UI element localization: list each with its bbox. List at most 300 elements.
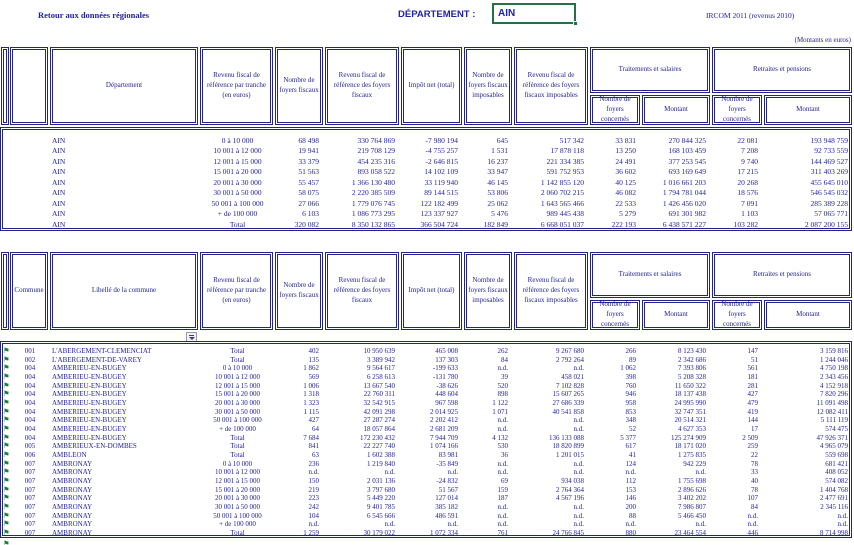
- cell-impot: 2 681 209: [430, 425, 458, 434]
- cell-nb-foyers: 219: [308, 485, 319, 494]
- header-rfr-foyers: Revenu fiscal de référence des foyers fiscaux: [325, 252, 399, 330]
- cell-impot: 967 598: [435, 399, 458, 408]
- cell-rp-montant: 2 345 116: [820, 503, 848, 512]
- cell-ts-montant: 4 627 353: [678, 425, 706, 434]
- cell-rp-foyers: 419: [747, 407, 758, 416]
- cell-nb-imposables: 25 062: [487, 198, 508, 208]
- cell-nb-foyers: 27 066: [298, 198, 319, 208]
- table1-header: [0, 47, 854, 125]
- cell-rfr-imposables: n.d.: [573, 511, 584, 520]
- flag-icon: ⚑: [3, 476, 10, 486]
- cell-commune-name: AMBERIEU-EN-BUGEY: [52, 433, 127, 442]
- cell-rp-montant: 4 750 198: [820, 364, 848, 373]
- cell-rp-montant: 546 545 032: [810, 188, 848, 198]
- cell-ts-foyers: 36 602: [615, 167, 636, 177]
- cell-rp-foyers: 22 081: [737, 136, 758, 145]
- cell-nb-imposables: 530: [497, 442, 508, 451]
- cell-nb-imposables: 36: [501, 451, 508, 460]
- cell-rfr-foyers: 5 449 220: [367, 494, 395, 503]
- cell-ts-foyers: 41: [629, 451, 636, 460]
- cell-rfr-foyers: 27 287 274: [363, 416, 395, 425]
- cell-rp-foyers: 78: [751, 485, 758, 494]
- cell-rp-foyers: 7 208: [741, 146, 758, 156]
- header-ts-montant: Montant: [642, 95, 710, 125]
- cell-impot: 385 182: [435, 503, 458, 512]
- cell-ts-foyers: 617: [625, 442, 636, 451]
- cell-rp-foyers: 20 268: [737, 177, 758, 187]
- cell-impot: 89 144 515: [424, 188, 458, 198]
- cell-rp-foyers: 561: [747, 364, 758, 373]
- cell-nb-imposables: 645: [496, 136, 508, 145]
- cell-commune-name: AMBRONAY: [52, 511, 93, 520]
- cell-tranche: 15 001 à 20 000: [214, 485, 261, 494]
- header-edge-cell: [1, 252, 9, 330]
- cell-ts-foyers: 24 491: [615, 156, 636, 166]
- cell-rfr-imposables: 458 021: [561, 373, 584, 382]
- cell-rp-montant: 11 091 498: [816, 399, 848, 408]
- cell-departement: AIN: [52, 198, 66, 208]
- cell-ts-montant: 168 103 459: [668, 146, 706, 156]
- cell-commune-code: 007: [24, 503, 36, 512]
- table-row: [1, 382, 851, 391]
- table-row: [1, 178, 851, 188]
- cell-rp-foyers: 22: [751, 451, 758, 460]
- cell-commune-code: 006: [24, 451, 36, 460]
- cell-ts-montant: 1 794 781 044: [662, 188, 706, 198]
- header-departement: Département: [50, 47, 198, 125]
- cell-rp-foyers: 17: [751, 425, 758, 434]
- cell-rfr-foyers: 172 230 432: [360, 433, 395, 442]
- table-row: [1, 167, 851, 177]
- cell-rp-foyers: n.d.: [747, 520, 758, 529]
- cell-impot: 1 072 334: [430, 529, 458, 538]
- cell-nb-foyers: 223: [308, 494, 319, 503]
- cell-rp-montant: 2 087 200 155: [804, 219, 848, 229]
- cell-rfr-imposables: 989 445 438: [546, 209, 584, 219]
- cell-rp-foyers: 7 091: [741, 198, 758, 208]
- cell-rfr-foyers: 330 764 869: [357, 136, 395, 145]
- cell-nb-imposables: 182 849: [483, 219, 508, 229]
- table-row: [1, 468, 851, 477]
- table-row: [1, 364, 851, 373]
- cell-rfr-foyers: 22 760 311: [363, 390, 395, 399]
- flag-icon: ⚑: [3, 354, 10, 364]
- cell-nb-imposables: 262: [497, 347, 508, 355]
- flag-icon: ⚑: [3, 502, 10, 512]
- cell-ts-foyers: 5 279: [619, 209, 636, 219]
- cell-nb-imposables: 761: [497, 529, 508, 538]
- cell-tranche: 0 à 10 000: [222, 364, 253, 373]
- cell-rfr-foyers: 3 797 680: [367, 485, 395, 494]
- cell-nb-foyers: 55 457: [298, 177, 319, 187]
- cell-rp-foyers: 40: [751, 477, 758, 486]
- cell-tranche: 12 001 à 15 000: [213, 156, 262, 166]
- cell-impot: 448 604: [435, 390, 458, 399]
- cell-ts-montant: 24 995 990: [674, 399, 706, 408]
- cell-ts-foyers: 112: [625, 477, 636, 486]
- table-row: [1, 486, 851, 495]
- cell-commune-code: 004: [24, 399, 36, 408]
- cell-ts-montant: 3 402 202: [678, 494, 706, 503]
- cell-rp-foyers: 17 215: [737, 167, 758, 177]
- cell-ts-foyers: 266: [625, 347, 636, 355]
- flag-icon: ⚑: [3, 467, 10, 477]
- table-row: [1, 520, 851, 529]
- cell-rfr-foyers: 22 227 740: [363, 442, 395, 451]
- cell-rfr-imposables: 591 752 953: [546, 167, 584, 177]
- cell-tranche: 10 001 à 12 000: [214, 373, 261, 382]
- cell-rfr-imposables: n.d.: [573, 468, 584, 477]
- header-traitements-group: Traitements et salaires: [590, 252, 710, 298]
- cell-ts-foyers: 958: [625, 399, 636, 408]
- cell-impot: 465 008: [435, 347, 458, 355]
- cell-commune-code: 007: [24, 459, 36, 468]
- header-rp-montant: Montant: [764, 95, 852, 125]
- flag-icon: ⚑: [3, 510, 10, 520]
- cell-rp-montant: 285 389 228: [810, 198, 848, 208]
- cell-departement: AIN: [52, 146, 66, 156]
- cell-ts-foyers: 760: [625, 381, 636, 390]
- header-empty-cell: [10, 47, 48, 125]
- cell-nb-imposables: n.d.: [497, 520, 508, 529]
- cell-rp-foyers: 1 103: [741, 209, 758, 219]
- flag-icon: ⚑: [3, 519, 10, 529]
- cell-ts-foyers: 946: [625, 390, 636, 399]
- cell-commune-name: AMBERIEU-EN-BUGEY: [52, 399, 127, 408]
- cell-commune-name: AMBERIEU-EN-BUGEY: [52, 390, 127, 399]
- cell-rfr-foyers: 1 602 388: [367, 451, 395, 460]
- cell-nb-foyers: 104: [308, 511, 319, 520]
- cell-rp-montant: 7 820 296: [820, 390, 848, 399]
- cell-rfr-foyers: 2 031 136: [367, 477, 395, 486]
- header-ts-montant: Montant: [642, 300, 710, 330]
- flag-icon: ⚑: [3, 346, 10, 355]
- cell-rfr-imposables: 517 342: [559, 136, 584, 145]
- cell-rfr-imposables: 15 607 265: [552, 390, 584, 399]
- cell-rfr-imposables: 7 102 828: [556, 381, 584, 390]
- cell-tranche: 30 001 à 50 000: [213, 188, 262, 198]
- cell-nb-foyers: n.d.: [308, 468, 319, 477]
- cell-rp-montant: 1 244 046: [820, 355, 848, 364]
- cell-rp-foyers: 18 576: [737, 188, 758, 198]
- cell-nb-imposables: 898: [497, 390, 508, 399]
- cell-impot: -199 633: [432, 364, 458, 373]
- cell-rp-montant: 193 948 759: [810, 136, 848, 145]
- cell-rp-foyers: 2 509: [742, 433, 758, 442]
- header-nb-foyers: Nombre de foyers fiscaux: [275, 252, 323, 330]
- cell-tranche: 50 001 à 100 000: [213, 416, 262, 425]
- cell-commune-code: 007: [24, 511, 36, 520]
- flag-icon: ⚑: [3, 380, 10, 390]
- header-retraites-group: Retraites et pensions: [712, 47, 852, 93]
- cell-rp-foyers: 427: [747, 390, 758, 399]
- cell-ts-montant: 7 393 806: [678, 364, 706, 373]
- cell-commune-code: 004: [24, 364, 36, 373]
- cell-departement: AIN: [52, 156, 66, 166]
- cell-ts-montant: 1 426 456 020: [662, 198, 706, 208]
- table2-data: [0, 341, 852, 538]
- cell-rp-foyers: 103 282: [733, 219, 758, 229]
- table-row: [1, 209, 851, 219]
- cell-rp-foyers: 51: [751, 355, 758, 364]
- cell-ts-foyers: 89: [629, 355, 636, 364]
- cell-rp-montant: 681 421: [825, 459, 848, 468]
- cell-tranche: 12 001 à 15 000: [214, 381, 261, 390]
- cell-ts-foyers: 348: [625, 416, 636, 425]
- cell-rfr-imposables: n.d.: [573, 520, 584, 529]
- cell-tranche: Total: [230, 433, 245, 442]
- cell-rfr-foyers: 1 779 076 745: [351, 198, 395, 208]
- flag-icon: ⚑: [3, 528, 10, 538]
- cell-commune-code: 004: [24, 373, 36, 382]
- cell-rfr-foyers: 13 667 540: [363, 381, 395, 390]
- cell-nb-imposables: n.d.: [497, 468, 508, 477]
- cell-commune-code: 001: [24, 347, 36, 355]
- cell-nb-foyers: 1 115: [303, 407, 319, 416]
- cell-commune-name: L'ABERGEMENT-DE-VAREY: [52, 355, 142, 364]
- cell-ts-montant: 942 229: [683, 459, 706, 468]
- cell-ts-montant: 693 169 649: [668, 167, 706, 177]
- cell-rfr-foyers: 9 564 617: [367, 364, 395, 373]
- cell-impot: 33 119 940: [424, 177, 458, 187]
- cell-ts-montant: 1 275 835: [678, 451, 706, 460]
- cell-ts-montant: n.d.: [695, 468, 706, 477]
- cell-ts-foyers: 222 193: [611, 219, 636, 229]
- cell-rp-montant: 3 159 816: [820, 347, 848, 355]
- cell-ts-montant: 1 755 698: [678, 477, 706, 486]
- cell-ts-foyers: 33 831: [615, 136, 636, 145]
- cell-rp-foyers: 259: [747, 442, 758, 451]
- cell-rfr-imposables: n.d.: [573, 425, 584, 434]
- cell-rfr-imposables: n.d.: [573, 459, 584, 468]
- flag-icon: ⚑: [3, 406, 10, 416]
- cell-commune-name: AMBERIEUX-EN-DOMBES: [52, 442, 137, 451]
- flag-icon: ⚑: [3, 372, 10, 382]
- cell-impot: 51 567: [438, 485, 458, 494]
- cell-commune-name: AMBRONAY: [52, 520, 93, 529]
- cell-commune-code: 002: [24, 355, 36, 364]
- cell-rp-foyers: 9 740: [741, 156, 758, 166]
- cell-rp-foyers: 144: [747, 416, 758, 425]
- cell-nb-imposables: 69: [501, 477, 508, 486]
- cell-rfr-foyers: n.d.: [384, 468, 395, 477]
- cell-ts-foyers: 200: [625, 503, 636, 512]
- cell-nb-imposables: 159: [497, 485, 508, 494]
- table-row: [1, 477, 851, 486]
- cell-rp-montant: 4 965 079: [820, 442, 848, 451]
- cell-ts-foyers: 124: [625, 459, 636, 468]
- cell-ts-montant: 5 466 450: [678, 511, 706, 520]
- cell-ts-montant: n.d.: [695, 520, 706, 529]
- header-edge-cell: [1, 47, 9, 125]
- edition-title: IRCOM 2011 (revenus 2010): [706, 11, 795, 20]
- cell-commune-code: 007: [24, 494, 36, 503]
- cell-rfr-imposables: n.d.: [573, 364, 584, 373]
- cell-nb-imposables: 1 531: [491, 146, 508, 156]
- cell-rp-montant: 8 714 998: [820, 529, 848, 538]
- cell-rp-montant: 2 343 456: [820, 373, 848, 382]
- cell-tranche: 20 001 à 30 000: [213, 177, 262, 187]
- table-row: [1, 157, 851, 167]
- cell-ts-foyers: 52: [629, 425, 636, 434]
- cell-impot: 123 337 927: [420, 209, 458, 219]
- cell-nb-foyers: 6 103: [302, 209, 319, 219]
- cell-tranche: + de 100 000: [219, 520, 256, 529]
- cell-nb-foyers: 1 006: [303, 381, 319, 390]
- cell-ts-foyers: 46 082: [615, 188, 636, 198]
- cell-nb-foyers: 33 379: [298, 156, 319, 166]
- table-row: [1, 408, 851, 417]
- cell-rfr-foyers: 1 366 130 480: [351, 177, 395, 187]
- cell-impot: 2 014 925: [430, 407, 458, 416]
- cell-ts-montant: 2 342 686: [678, 355, 706, 364]
- cell-nb-foyers: 68 498: [298, 136, 319, 145]
- cell-tranche: 30 001 à 50 000: [214, 407, 261, 416]
- header-commune: Commune: [10, 252, 48, 330]
- cell-nb-imposables: 53 806: [487, 188, 508, 198]
- cell-departement: AIN: [52, 188, 66, 198]
- cell-rfr-imposables: 6 668 051 037: [540, 219, 584, 229]
- cell-ts-montant: 270 844 325: [668, 136, 706, 145]
- table-row: [1, 451, 851, 460]
- table-row: [1, 494, 851, 503]
- cell-nb-imposables: 84: [501, 355, 508, 364]
- cell-ts-montant: 5 208 328: [678, 373, 706, 382]
- table-row: [1, 434, 851, 443]
- table-row: [1, 503, 851, 512]
- cell-rfr-foyers: 42 091 298: [363, 407, 395, 416]
- cell-rfr-imposables: 221 334 385: [546, 156, 584, 166]
- table-row: [1, 199, 851, 209]
- table-row: [1, 529, 851, 538]
- cell-nb-imposables: n.d.: [497, 459, 508, 468]
- cell-nb-foyers: 63: [312, 451, 319, 460]
- cell-rp-montant: n.d.: [837, 511, 848, 520]
- cell-nb-imposables: n.d.: [497, 503, 508, 512]
- flag-icon: ⚑: [3, 415, 10, 425]
- cell-rfr-imposables: 136 133 088: [549, 433, 584, 442]
- header-tranche: Revenu fiscal de référence par tranche (en euros): [200, 252, 273, 330]
- cell-commune-code: 007: [24, 468, 36, 477]
- header-nb-imposables: Nombre de foyers fiscaux imposables: [464, 252, 512, 330]
- cell-rfr-foyers: 30 179 022: [363, 529, 395, 538]
- cell-tranche: Total: [230, 529, 245, 538]
- cell-rfr-foyers: 6 545 666: [367, 511, 395, 520]
- cell-impot: -131 780: [432, 373, 458, 382]
- cell-tranche: 15 001 à 20 000: [213, 167, 262, 177]
- cell-nb-foyers: 7 684: [303, 433, 319, 442]
- cell-tranche: 20 001 à 30 000: [214, 494, 261, 503]
- cell-nb-imposables: 33 947: [487, 167, 508, 177]
- cell-nb-foyers: 51 563: [298, 167, 319, 177]
- cell-ts-montant: 7 986 807: [678, 503, 706, 512]
- cell-departement: AIN: [52, 219, 66, 229]
- cell-rfr-foyers: 32 542 915: [363, 399, 395, 408]
- cell-departement: AIN: [52, 209, 66, 219]
- cell-tranche: Total: [230, 347, 245, 355]
- header-traitements-group: Traitements et salaires: [590, 47, 710, 93]
- cell-tranche: 0 à 10 000: [222, 459, 253, 468]
- header-nb-foyers: Nombre de foyers fiscaux: [275, 47, 323, 125]
- cell-nb-imposables: 520: [497, 381, 508, 390]
- fill-handle-icon[interactable]: [573, 21, 578, 26]
- units-note: (Montants en euros): [794, 36, 851, 44]
- cell-rp-montant: 2 477 691: [820, 494, 848, 503]
- cell-commune-name: AMBRONAY: [52, 477, 93, 486]
- cell-rfr-imposables: 1 142 855 120: [540, 177, 584, 187]
- cell-nb-imposables: n.d.: [497, 416, 508, 425]
- cell-impot: 137 303: [435, 355, 458, 364]
- header-rfr-imposables: Revenu fiscal de référence des foyers fiscaux imposables: [514, 47, 588, 125]
- filter-icon: [189, 335, 194, 337]
- cell-nb-imposables: 1 122: [492, 399, 508, 408]
- table-row: [1, 347, 851, 356]
- table-row: [1, 460, 851, 469]
- cell-rfr-imposables: 2 792 264: [556, 355, 584, 364]
- departement-input[interactable]: [492, 3, 576, 24]
- cell-ts-foyers: 146: [625, 494, 636, 503]
- cell-nb-foyers: 427: [308, 416, 319, 425]
- cell-rfr-foyers: 18 057 864: [363, 425, 395, 434]
- cell-rfr-imposables: 4 567 196: [556, 494, 584, 503]
- cell-commune-name: AMBERIEU-EN-BUGEY: [52, 407, 127, 416]
- cell-rp-montant: 574 475: [825, 425, 848, 434]
- cell-rp-foyers: 479: [747, 399, 758, 408]
- cell-nb-imposables: 39: [501, 373, 508, 382]
- cell-ts-montant: 6 438 571 227: [662, 219, 706, 229]
- cell-commune-code: 007: [24, 529, 36, 538]
- flag-icon: ⚑: [3, 450, 10, 460]
- header-impot: Impôt net (total): [401, 47, 462, 125]
- cell-impot: -2 646 815: [425, 156, 458, 166]
- cell-rp-foyers: 84: [751, 503, 758, 512]
- header-tranche: Revenu fiscal de référence par tranche (en euros): [200, 47, 273, 125]
- cell-impot: 122 182 499: [420, 198, 458, 208]
- cell-commune-code: 004: [24, 390, 36, 399]
- cell-nb-foyers: 569: [308, 373, 319, 382]
- cell-rp-foyers: 78: [751, 459, 758, 468]
- cell-ts-foyers: 40 125: [615, 177, 636, 187]
- flag-icon: ⚑: [3, 398, 10, 408]
- cell-nb-imposables: 46 145: [487, 177, 508, 187]
- cell-rp-montant: 12 082 411: [816, 407, 848, 416]
- cell-ts-foyers: 853: [625, 407, 636, 416]
- cell-rfr-foyers: 2 220 385 509: [351, 188, 395, 198]
- cell-tranche: 50 001 à 100 000: [211, 198, 264, 208]
- cell-nb-foyers: 1 259: [303, 529, 319, 538]
- cell-impot: -24 832: [436, 477, 458, 486]
- cell-commune-name: L'ABERGEMENT-CLEMENCIAT: [52, 347, 152, 355]
- cell-tranche: Total: [229, 219, 246, 229]
- cell-nb-foyers: 236: [308, 459, 319, 468]
- cell-rp-foyers: 181: [747, 373, 758, 382]
- cell-commune-name: AMBLEON: [52, 451, 87, 460]
- cell-commune-name: AMBERIEU-EN-BUGEY: [52, 381, 127, 390]
- cell-rfr-foyers: 1 086 773 295: [351, 209, 395, 219]
- back-link[interactable]: Retour aux données régionales: [38, 10, 150, 20]
- header-nb-imposables: Nombre de foyers fiscaux imposables: [464, 47, 512, 125]
- cell-rfr-foyers: 893 058 522: [357, 167, 395, 177]
- cell-rfr-imposables: n.d.: [573, 503, 584, 512]
- cell-rfr-imposables: 24 766 845: [552, 529, 584, 538]
- cell-rfr-imposables: 17 878 118: [550, 146, 584, 156]
- cell-nb-foyers: 19 941: [298, 146, 319, 156]
- cell-tranche: Total: [230, 355, 245, 364]
- cell-nb-foyers: 1 318: [303, 390, 319, 399]
- cell-nb-foyers: 150: [308, 477, 319, 486]
- cell-ts-montant: 20 514 321: [674, 416, 706, 425]
- cell-commune-code: 004: [24, 407, 36, 416]
